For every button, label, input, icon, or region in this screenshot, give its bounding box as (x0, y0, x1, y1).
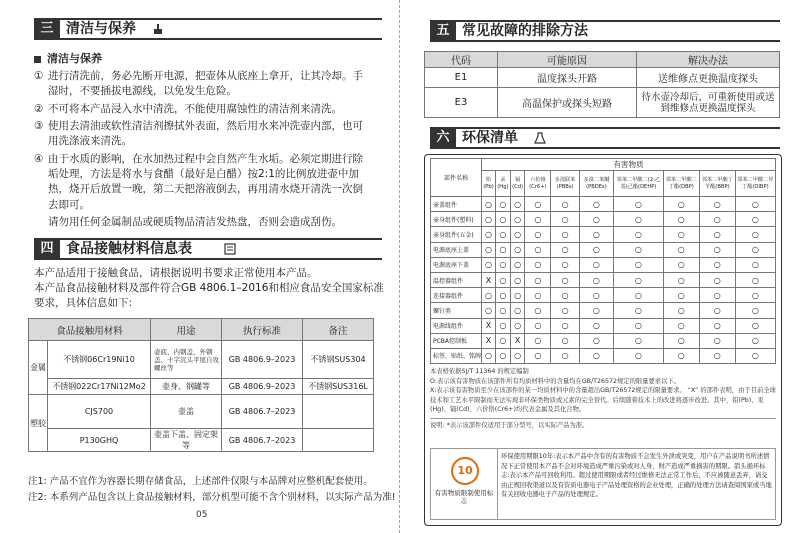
list-item: ① 进行清洗前，务必先断开电源，把壶体从底座上拿开，让其冷却。手湿时，不要插拔电源线，以免发生危险。 (34, 70, 363, 98)
section-title: 食品接触材料信息表 (66, 241, 192, 257)
table-row: 壶盖组件 ○ ○ ○ ○ ○ ○ ○ ○ ○ ○ (431, 197, 776, 212)
page-number: 05 (196, 510, 208, 520)
square-bullet-icon (34, 56, 41, 63)
section-number: 六 (430, 129, 456, 147)
table-row: 电源底座上盖 ○ ○ ○ ○ ○ ○ ○ ○ ○ ○ (431, 242, 776, 257)
table-row: 不锈钢022Cr17Ni12Mo2 壶身、钢罐等 GB 4806.9–2023 不锈钢SUS316L (29, 379, 374, 395)
env-table: 部件名称 有害物质 铅(Pb) 汞(Hg) 镉(Cd) 六价铬(Cr6+) 多溴联苯(PBBs) 多溴二苯醚(PBDEs) 邻苯二甲酸二(2-乙基)己酯(DEHP) 邻苯二甲酸二丁酯(DBP) 邻苯二甲酸丁苄酯(BBP) 邻苯二甲酸二异丁酯(DIBP) 壶盖组件 ○ ○ ○ ○ ○ ○ ○ ○ ○ ○ 壶身组件(塑料) ○ ○ ○ ○ ○ ○ ○ ○ ○ ○ 壶身组件(五金) ○ ○ ○ ○ ○ ○ ○ ○ ○ ○ 电源底座上盖 ○ ○ ○ ○ ○ ○ ○ ○ ○ ○ 电源底座下盖 ○ ○ ○ ○ ○ ○ ○ ○ ○ ○ 温控器组件 X ○ ○ ○ ○ ○ ○ ○ ○ ○ 连接器组件 ○ ○ ○ ○ ○ ○ ○ ○ ○ ○ 螺钉类 ○ ○ ○ ○ ○ ○ ○ ○ ○ ○ 电源线组件 X ○ ○ ○ ○ ○ ○ ○ ○ ○ PCBA控制板 X ○ X ○ ○ ○ ○ ○ ○ ○ 标签、贴纸、铭牌 ○ ○ ○ ○ ○ ○ ○ ○ ○ ○ (430, 158, 776, 364)
table-row: PCBA控制板 X ○ X ○ ○ ○ ○ ○ ○ ○ (431, 333, 776, 348)
section-4-header (34, 238, 382, 260)
list-item: ③ 使用去清油或软性清洁剂擦拭外表面，然后用水来冲洗壶内部，也可用洗涤液来清洗。 (34, 120, 363, 148)
table-row: 壶身组件(塑料) ○ ○ ○ ○ ○ ○ ○ ○ ○ ○ (431, 212, 776, 227)
env-logo-box (430, 448, 776, 520)
warning-text: 请勿用任何金属制品或硬质物品清洁发热盘，否则会造成刮伤。 (48, 216, 342, 228)
recycle-10-logo-icon: 10 (451, 457, 479, 485)
env-notes: 本表格依据SJ/T 11364 的规定编制 O:表示该有害物质在该部件所有均质材料中的含量均在GB/T26572规定的限量要求以下。 X:表示该有害物质至少在该部件的某一均质材料中的含量超出GB/T26572规定的限量要求。 “X” 的部件表明，由于目前全球技术和工艺水平限制而无法实现非环保类物质或元素的完全替代。后续随着技术上的改进将逐步改进。其中，铅(Pb)、汞(Hg)、镉(Cd)、六价铬(Cr6+)均代表金属及其化合物。 说明: *表示该部件仅适用于部分型号，以实际产品为准。 (430, 368, 776, 429)
table-row: 螺钉类 ○ ○ ○ ○ ○ ○ ○ ○ ○ ○ (431, 303, 776, 318)
section-number: 三 (34, 20, 60, 38)
table-row: 壶身组件(五金) ○ ○ ○ ○ ○ ○ ○ ○ ○ ○ (431, 227, 776, 242)
divider (497, 449, 498, 519)
cleaning-icon (152, 23, 164, 35)
left-page (0, 0, 396, 533)
food-material-table: 食品接触用材料 用途 执行标准 备注 金属 不锈钢06Cr19Ni10 壶底、内钢盖、外钢盖、十字沉头平尾自攻螺丝等 GB 4806.9–2023 不锈钢SUS304 不锈钢022Cr17Ni12Mo2 壶身、钢罐等 GB 4806.9–2023 不锈钢SUS316L 塑胶 CJS700 壶盖 GB 4806.7–2023 P130GHQ 壶盖下盖、固定架等 GB 4806.7–2023 (28, 318, 374, 452)
section-number: 五 (430, 22, 456, 40)
table-row: 温控器组件 X ○ ○ ○ ○ ○ ○ ○ ○ ○ (431, 272, 776, 287)
section-6-header (430, 127, 780, 149)
section-3-header (34, 18, 382, 40)
table-row: 电源线组件 X ○ ○ ○ ○ ○ ○ ○ ○ ○ (431, 318, 776, 333)
section-title: 常见故障的排除方法 (462, 23, 588, 39)
table-row: 标签、贴纸、铭牌 ○ ○ ○ ○ ○ ○ ○ ○ ○ ○ (431, 348, 776, 363)
list-item: ② 不可将本产品浸入水中清洗，不能使用腐蚀性的清洁剂来清洗。 (34, 103, 342, 115)
table-row: E1 温度探头开路 送维修点更换温度探头 (425, 68, 780, 88)
section-title: 清洁与保养 (66, 21, 136, 37)
list-item: ④ 由于水质的影响，在水加热过程中会自然产生水垢。必须定期进行除垢处理，方法是将水与食醋（最好是白醋）按2:1的比例放进壶中加热，烧开后放置一晚，第二天把溶液倒去，再用清水烧开清洗一次倒去即可。 (34, 153, 363, 211)
table-row: 连接器组件 ○ ○ ○ ○ ○ ○ ○ ○ ○ ○ (431, 288, 776, 303)
sub-heading: 清洁与保养 (34, 51, 102, 66)
fault-table: 代码 可能原因 解决办法 E1 温度探头开路 送维修点更换温度探头 E3 高温保护或探头短路 待水壶冷却后，可重新使用或送到维修点更换温度探头 (424, 51, 780, 118)
logo-label: 有害物质限制使用标志 (434, 489, 494, 505)
section-title: 环保清单 (462, 130, 518, 146)
flask-icon (534, 132, 546, 144)
table-row: 电源底座下盖 ○ ○ ○ ○ ○ ○ ○ ○ ○ ○ (431, 257, 776, 272)
footnotes: 注1: 产品不宜作为容器长期存储食品，上述部件仅限与本品牌对应整机配套使用。 注2: 本系列产品包含以上食品接触材料，部分机型可能不含个别材料，以实际产品为准! (28, 476, 396, 503)
table-row: 金属 不锈钢06Cr19Ni10 壶底、内钢盖、外钢盖、十字沉头平尾自攻螺丝等 GB 4806.9–2023 不锈钢SUS304 (29, 341, 374, 379)
env-table-body (431, 197, 776, 364)
table-row: 塑胶 CJS700 壶盖 GB 4806.7–2023 (29, 395, 374, 429)
food-intro: 本产品适用于接触食品，请根据说明书要求正常使用本产品。 本产品食品接触材料及部件符合GB 4806.1–2016和相应食品安全国家标准要求，具体信息如下: (34, 267, 384, 309)
page-fold-line (399, 0, 402, 533)
section-number: 四 (34, 240, 60, 258)
env-logo-text: 环保使用期限10年:表示本产品中含有的有害物质不会发生外泄或突变，用户在产品说明书所述情况下正常使用本产品不会对环境造成严重污染或对人身、财产造成严重损害的期限。箭头循环标志:表示本产品可回收利用。超过使用期限或者经过维修无法正常工作后，不应被随意丢弃，请交由正规回收渠道以及有资质电器电子产品处理资格的企业处理，正确的处理方法请查阅国家或当地有关回收电器电子产品的处理规定。 (501, 453, 772, 498)
table-row: E3 高温保护或探头短路 待水壶冷却后，可重新使用或送到维修点更换温度探头 (425, 88, 780, 118)
table-row: P130GHQ 壶盖下盖、固定架等 GB 4806.7–2023 (29, 429, 374, 452)
section-5-header (430, 20, 780, 42)
material-icon (224, 243, 236, 255)
right-page (408, 0, 800, 533)
